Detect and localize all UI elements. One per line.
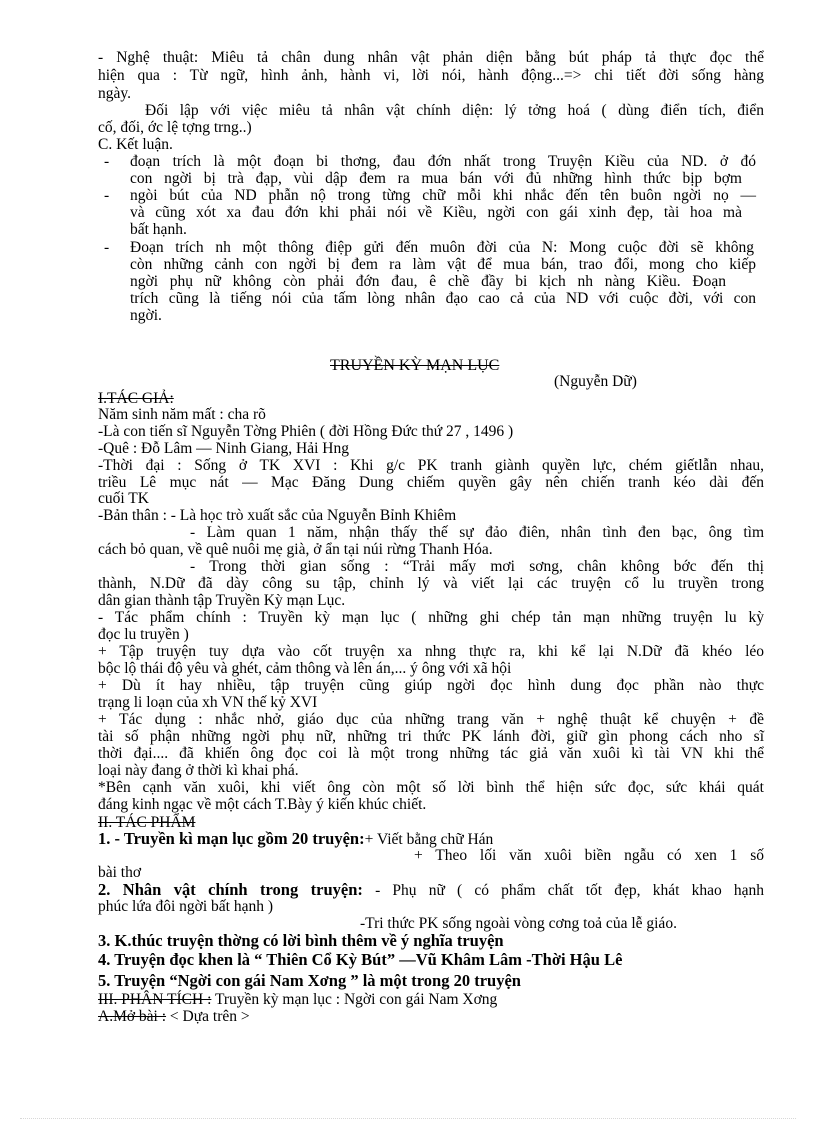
author-line: loại này đang ở thời kì khai phá.: [98, 762, 299, 779]
work-point-3: 3. K.thúc truyện thờng có lời bình thêm về ý nghĩa truyện: [98, 931, 504, 950]
work-author: (Nguyễn Dữ): [554, 373, 637, 390]
author-line: triều Lê mục nát — Mạc Đăng Dung chiếm quyền gây nên chiến tranh kéo dài đến: [98, 474, 764, 491]
bullet-marker: -: [104, 239, 110, 256]
bullet-marker: -: [104, 187, 110, 204]
section-heading-analysis: III. PHÂN TÍCH :: [98, 991, 212, 1008]
work-point-2-text: - Phụ nữ ( có phẩm chất tốt đẹp, khát khao hạnh: [362, 882, 765, 899]
author-line: bộc lộ thái độ yêu và ghét, cảm thông và lên án,... ý ông với xã hội: [98, 660, 512, 677]
conclusion-line: bất hạnh.: [130, 221, 187, 238]
author-line: + Tác dụng : nhắc nhở, giáo dục của những trang văn + nghệ thuật kể chuyện + đề: [98, 711, 764, 728]
work-point-2-heading: 2. Nhân vật chính trong truyện:: [98, 880, 363, 899]
author-line: -Quê : Đỗ Lâm — Ninh Giang, Hải Hng: [98, 440, 349, 457]
bullet-marker: -: [104, 153, 110, 170]
opening-heading: A.Mở bài :: [98, 1008, 167, 1025]
work-point-1-text: bài thơ: [98, 864, 142, 881]
author-line: -Thời đại : Sống ở TK XVI : Khi g/c PK tranh giành quyền lực, chém giếtlẫn nhau,: [98, 457, 764, 474]
author-line: - Làm quan 1 năm, nhận thấy thế sự đảo điên, nhân tình đen bạc, ông tìm: [190, 524, 764, 541]
work-point-2-text: -Tri thức PK sống ngoài vòng cơng toả của lễ giáo.: [360, 915, 677, 932]
art-line: ngày.: [98, 85, 131, 102]
work-point-1-text: + Viết bằng chữ Hán: [364, 831, 494, 848]
conclusion-line: còn những cảnh con ngời bị đem ra làm vật để mua bán, trao đổi, mong cho kiếp: [130, 256, 756, 273]
page-bottom-border: [20, 1118, 796, 1119]
author-line: + Tập truyện tuy dựa vào cốt truyện xa nhng thực ra, khi kể lại N.Dữ đã khéo léo: [98, 643, 764, 660]
section-heading-work: II. TÁC PHẨM: [98, 814, 196, 831]
author-line: đáng kinh ngạc về một cách T.Bày ý kiến khúc chiết.: [98, 796, 427, 813]
author-line: thời đại.... đã khiến ông đọc coi là một trong những tác giả văn xuôi kì tài VN khi thể: [98, 745, 764, 762]
art-line: - Nghệ thuật: Miêu tả chân dung nhân vật phản diện bằng bút pháp tả thực đọc thể: [98, 49, 764, 66]
analysis-subject: Truyền kỳ mạn lục : Ngời con gái Nam Xơng: [211, 991, 498, 1008]
section-heading-author: I.TÁC GIẢ:: [98, 390, 174, 407]
conclusion-line: con ngời bị trà đạp, vùi dập đem ra mua bán với đủ những hình thức bịp bợm: [130, 170, 742, 187]
author-line: cách bỏ quan, về quê nuôi mẹ già, ở ẩn tại núi rừng Thanh Hóa.: [98, 541, 493, 558]
conclusion-line: Đoạn trích nh một thông điệp gửi đến muôn đời của N: Mong cuộc đời sẽ không: [130, 239, 754, 256]
author-line: *Bên cạnh văn xuôi, khi viết ông còn một số lời bình thể hiện sức đọc, sức khái quát: [98, 779, 764, 796]
conclusion-line: ngòi bút của ND phẫn nộ trong từng chữ mỗi khi nhắc đến tên buôn ngời nọ —: [130, 187, 756, 204]
work-title: TRUYỀN KỲ MẠN LỤC: [330, 357, 500, 374]
author-line: tài số phận những ngời phụ nữ, những tri thức PK lánh đời, giữ gìn phong cách nho sĩ: [98, 728, 764, 745]
author-line: thành, N.Dữ đã dày công su tập, chỉnh lý và viết lại các truyện cổ lu truyền trong: [98, 575, 764, 592]
opening-text: < Dựa trên >: [166, 1008, 250, 1025]
author-line: - Tác phẩm chính : Truyền kỳ mạn lục ( những ghi chép tản mạn những truyện lu kỳ: [98, 609, 764, 626]
author-line: cuối TK: [98, 490, 149, 507]
conclusion-line: ngời phụ nữ không còn phải đớn đau, ê chề đầy bi kịch nh nàng Kiều. Đoạn: [130, 273, 726, 290]
section-analysis: [98, 991, 497, 1008]
author-line: - Trong thời gian sống : “Trải mấy mơi sơng, chân không bớc đến thị: [190, 558, 764, 575]
work-point-5: 5. Truyện “Ngời con gái Nam Xơng ” là một trong 20 truyện: [98, 971, 521, 990]
author-line: dân gian thành tập Truyền Kỳ mạn Lục.: [98, 592, 346, 609]
conclusion-line: trích cũng là tiếng nói của tấm lòng nhân đạo cao cả của ND với cuộc đời, với con: [130, 290, 756, 307]
work-point-1-text: + Theo lối văn xuôi biền ngẫu có xen 1 số: [414, 847, 764, 864]
contrast-line: cố, đối, ớc lệ tợng trng..): [98, 119, 252, 136]
conclusion-line: và cũng xót xa đau đớn khi phải nói về Kiều, ngời con gái xinh đẹp, tài hoa mà: [130, 204, 742, 221]
author-line: -Là con tiến sĩ Nguyễn Tờng Phiên ( đời Hồng Đức thứ 27 , 1496 ): [98, 423, 514, 440]
work-point-2: [98, 881, 764, 899]
conclusion-line: ngời.: [130, 307, 162, 324]
work-point-4: 4. Truyện đọc khen là “ Thiên Cổ Kỳ Bút” —Vũ Khâm Lâm -Thời Hậu Lê: [98, 950, 623, 969]
author-line: -Bản thân : - Là học trò xuất sắc của Nguyễn Bỉnh Khiêm: [98, 507, 457, 524]
contrast-line: Đối lập với việc miêu tả nhân vật chính diện: lý tởng hoá ( dùng điển tích, điển: [145, 102, 764, 119]
author-line: + Dù ít hay nhiều, tập truyện cũng giúp ngời đọc hình dung đọc phần nào thực: [98, 677, 764, 694]
work-point-1-heading: 1. - Truyền kì mạn lục gồm 20 truyện:: [98, 829, 365, 848]
author-line: trạng li loạn của xh VN thế kỷ XVI: [98, 694, 318, 711]
work-point-2-text: phúc lứa đôi ngời bất hạnh ): [98, 898, 274, 915]
opening-section: [98, 1008, 250, 1025]
art-line: hiện qua : Từ ngữ, hình ảnh, hành vi, lời nói, hành động...=> chi tiết đời sống hàng: [98, 67, 764, 84]
conclusion-line: đoạn trích là một đoạn bi thơng, đau đớn nhất trong Truyện Kiều của ND. ở đó: [130, 153, 756, 170]
author-line: Năm sinh năm mất : cha rõ: [98, 406, 266, 423]
work-point-1: [98, 830, 493, 848]
author-line: đọc lu truyền ): [98, 626, 189, 643]
conclusion-heading: C. Kết luận.: [98, 136, 173, 153]
